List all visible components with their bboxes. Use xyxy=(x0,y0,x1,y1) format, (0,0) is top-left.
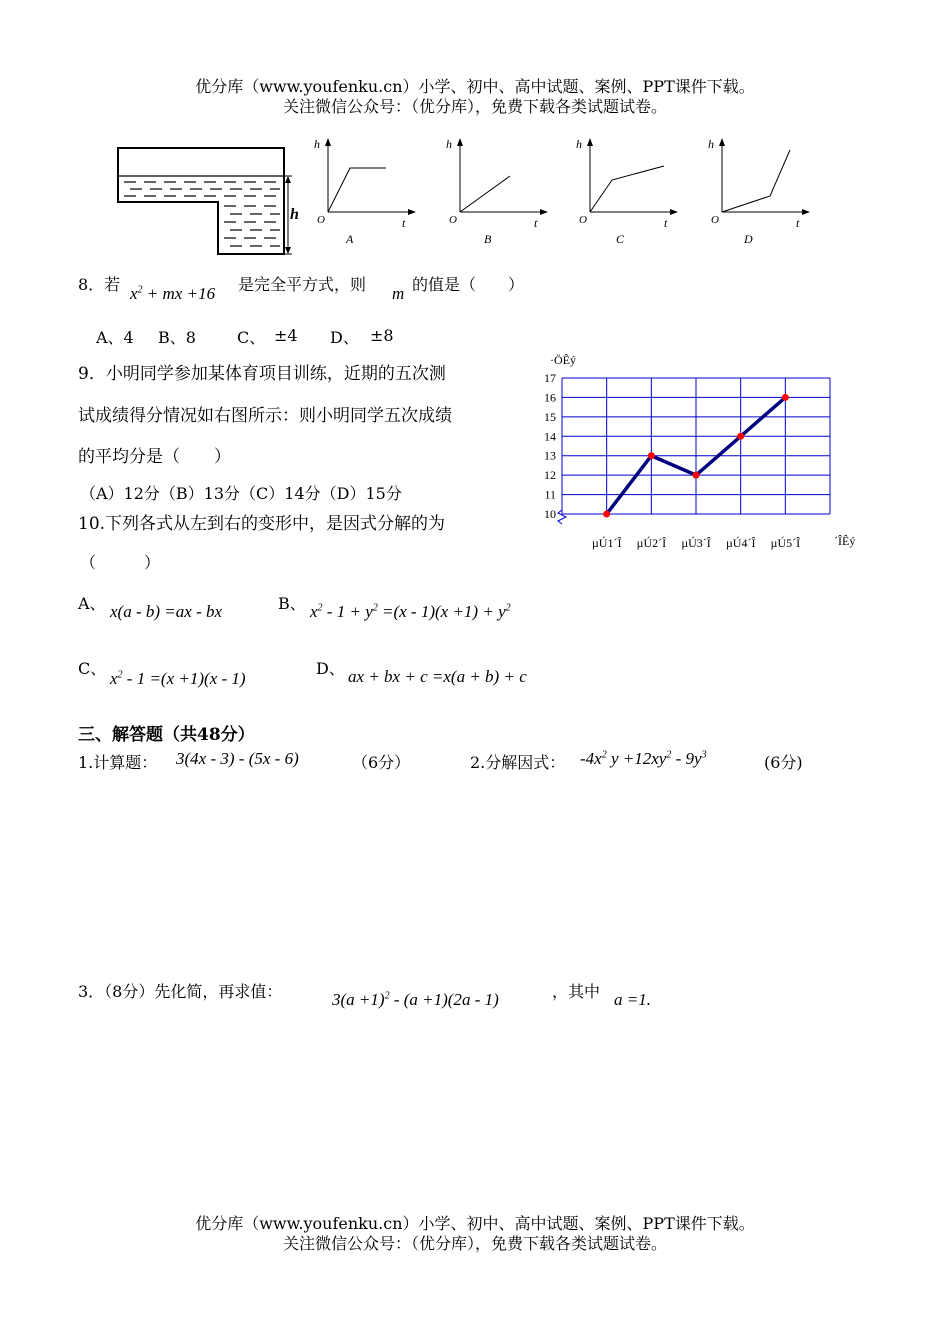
problem-3-condition: a =1. xyxy=(614,990,651,1009)
problem-3-mid: ，其中 xyxy=(552,982,601,1001)
q9-line-2: 试成绩得分情况如右图所示：则小明同学五次成绩 xyxy=(78,406,452,426)
graph-a xyxy=(314,137,416,246)
y-tick-label: 11 xyxy=(544,487,556,502)
footer-line-2: 关注微信公众号：（优分库），免费下载各类试题试卷。 xyxy=(282,1234,667,1253)
graph-c xyxy=(576,137,678,246)
x-tick-label: µÚ4´Î xyxy=(725,536,756,550)
header-line-2: 关注微信公众号：（优分库），免费下载各类试题试卷。 xyxy=(282,97,667,116)
graph-b-label: B xyxy=(484,232,492,246)
q8-option-c-value: ±4 xyxy=(274,326,298,345)
q10-line-2: （ ） xyxy=(80,553,161,572)
problem-2-label: 2.分解因式： xyxy=(470,753,566,772)
x-tick-label: µÚ1´Î xyxy=(591,536,622,550)
q8-var: m xyxy=(392,284,405,303)
problem-3-label: 3．（8分）先化简，再求值： xyxy=(78,982,283,1001)
svg-text:h: h xyxy=(314,137,320,151)
q8-mid: 是完全平方式，则 xyxy=(238,275,367,294)
y-tick-label: 10 xyxy=(544,507,556,521)
q10-a-expression: x(a - b) =ax - bx xyxy=(110,602,223,621)
graph-d xyxy=(708,137,810,246)
container-drawing xyxy=(118,148,299,254)
graph-d-label: D xyxy=(744,232,753,246)
score-point xyxy=(782,394,789,401)
svg-text:O: O xyxy=(711,214,719,226)
x-tick-label: µÚ5´Î xyxy=(770,536,801,550)
header-line-1: 优分库（www.youfenku.cn）小学、初中、高中试题、案例、PPT课件下载。 xyxy=(195,77,755,96)
q8-prefix: 8．若 xyxy=(78,275,121,294)
graph-b xyxy=(446,137,548,246)
y-tick-label: 15 xyxy=(544,409,556,424)
svg-text:t: t xyxy=(664,216,668,230)
score-point xyxy=(693,472,700,479)
x-tick-label: µÚ2´Î xyxy=(636,536,667,550)
score-point xyxy=(737,433,744,440)
graph-c-label: C xyxy=(616,232,625,246)
q10-b-label: B、 xyxy=(278,594,306,613)
svg-text:t: t xyxy=(796,216,800,230)
y-tick-label: 16 xyxy=(544,390,556,405)
svg-text:O: O xyxy=(317,214,325,226)
q8-option-c-label: C、 xyxy=(237,328,266,347)
q10-a-label: A、 xyxy=(78,594,106,613)
question-7-figure xyxy=(110,130,810,260)
graph-a-label: A xyxy=(346,232,354,246)
y-tick-label: 12 xyxy=(544,468,556,483)
q9-options: （A）12分（B）13分（C）14分（D）15分 xyxy=(80,484,402,503)
problem-1-points: （6分） xyxy=(352,753,411,772)
q10-c-label: C、 xyxy=(78,659,107,678)
q10-line-1: 10.下列各式从左到右的变形中，是因式分解的为 xyxy=(78,514,446,534)
q8-option-a: A、4 xyxy=(96,328,134,347)
q10-d-expression: ax + bx + c =x(a + b) + c xyxy=(348,667,527,686)
y-tick-label: 17 xyxy=(544,371,556,385)
q10-d-label: D、 xyxy=(316,659,345,678)
score-point xyxy=(648,452,655,459)
q8-option-d-label: D、 xyxy=(330,328,359,347)
svg-text:h: h xyxy=(708,137,714,151)
problem-2-points: (6分) xyxy=(764,753,803,772)
score-line-chart xyxy=(520,346,870,566)
svg-text:O: O xyxy=(579,214,587,226)
section-3-title: 三、解答题（共48分） xyxy=(78,725,255,745)
svg-text:h: h xyxy=(576,137,582,151)
y-tick-label: 13 xyxy=(544,448,556,463)
q9-line-3: 的平均分是（ ） xyxy=(78,447,231,467)
q10-b-expression: $x^2 - 1 + y^2 =(x - 1)(x +1) + y^2$ xyxy=(310,602,511,621)
chart-ylabel: ·ÖÊý xyxy=(550,353,576,367)
y-tick-label: 14 xyxy=(544,429,556,444)
svg-text:t: t xyxy=(534,216,538,230)
q8-option-b: B、8 xyxy=(158,328,196,347)
svg-text:h: h xyxy=(446,137,452,151)
svg-text:O: O xyxy=(449,214,457,226)
problem-1-expression: 3(4x - 3) - (5x - 6) xyxy=(176,749,299,768)
problem-2-expression: $-4x^2$ $y +12xy^2 - 9y^3$ xyxy=(580,749,707,768)
q8-option-d-value: ±8 xyxy=(370,326,394,345)
q8-expression: $x^2$ + mx +16 xyxy=(130,284,216,303)
x-tick-label: µÚ3´Î xyxy=(681,536,711,550)
q9-line-1: 9．小明同学参加某体育项目训练，近期的五次测 xyxy=(78,364,446,384)
score-point xyxy=(603,511,610,518)
problem-3-expression: $3(a +1)^2 - (a +1)(2a - 1)$ xyxy=(332,990,499,1009)
chart-xlabel: ´ÎÊý xyxy=(834,534,856,548)
problem-1-label: 1.计算题： xyxy=(78,753,158,772)
footer-line-1: 优分库（www.youfenku.cn）小学、初中、高中试题、案例、PPT课件下载。 xyxy=(195,1214,755,1233)
container-h-label: h xyxy=(290,206,299,223)
q8-suffix: 的值是（ ） xyxy=(412,275,525,294)
svg-text:t: t xyxy=(402,216,406,230)
q10-c-expression: $x^2 - 1 =(x +1)(x - 1)$ xyxy=(110,669,246,688)
